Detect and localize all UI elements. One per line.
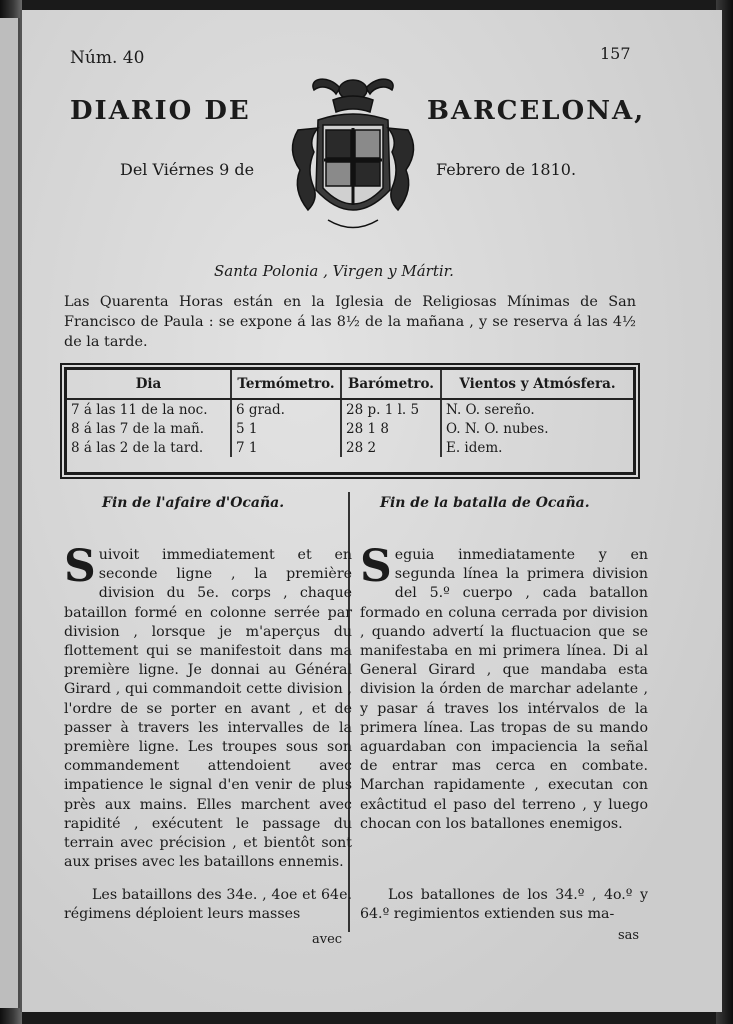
- header-thermometer: Termómetro.: [231, 370, 341, 399]
- saint-of-the-day: Santa Polonia , Virgen y Mártir.: [214, 262, 454, 280]
- weather-header-row: [67, 370, 633, 399]
- cell-winds: O. N. O. nubes.: [446, 420, 549, 437]
- weather-table: [64, 367, 636, 475]
- cell-day: 7 á las 11 de la noc.: [67, 399, 231, 419]
- masthead-title-right: BARCELONA,: [427, 96, 646, 126]
- left-column-subhead: Fin de l'afaire d'Ocaña.: [102, 495, 285, 511]
- right-column-subhead: Fin de la batalla de Ocaña.: [380, 495, 590, 511]
- french-article: [64, 541, 352, 872]
- weather-row: [67, 419, 633, 438]
- newspaper-page: [20, 10, 722, 1012]
- cell-winds: N. O. sereño.: [446, 401, 535, 418]
- french-continuation: Les bataillons des 34e. , 4oe et 64e. régimens déploient leurs masses: [64, 887, 352, 923]
- page-number: 157: [600, 44, 631, 63]
- spanish-continuation: Los batallones de los 34.º , 4o.º y 64.º regimientos extienden sus ma-: [360, 887, 648, 923]
- header-day: Dia: [67, 370, 231, 399]
- header-winds: Vientos y Atmósfera.: [441, 370, 633, 399]
- cell-day: 8 á las 2 de la tard.: [67, 438, 231, 457]
- catchword-right: sas: [618, 928, 640, 943]
- cell-thermometer: 7 1: [231, 438, 341, 457]
- cell-barometer: 28 p. 1 l. 5: [341, 399, 441, 419]
- weather-row: [67, 438, 633, 457]
- spanish-article: [360, 541, 648, 834]
- catchword-left: avec: [312, 932, 343, 947]
- cell-barometer: 28 1 8: [341, 419, 441, 438]
- previous-page-edge: [0, 18, 20, 1008]
- weather-row: [67, 399, 633, 419]
- cell-day: 8 á las 7 de la mañ.: [67, 419, 231, 438]
- cell-winds: E. idem.: [446, 439, 503, 456]
- cell-thermometer: 5 1: [231, 419, 341, 438]
- cell-thermometer: 6 grad.: [231, 399, 341, 419]
- date-right: Febrero de 1810.: [436, 160, 577, 179]
- forty-hours-notice: Las Quarenta Horas están en la Iglesia de Religiosas Mínimas de San Francisco de Paula : se expone á las 8½ de la mañana , y se reserva á las 4½ de la tarde.: [64, 294, 636, 350]
- drop-cap: S: [64, 541, 96, 592]
- drop-cap: S: [360, 541, 392, 592]
- coat-of-arms-icon: [278, 70, 428, 240]
- cell-barometer: 28 2: [341, 438, 441, 457]
- french-article-text: uivoit immediatement et en seconde ligne , la première division du 5e. corps , chaque bataillon formé en colonne serrée par division , lorsque je m'aperçus du flottement qui se manifestoit dans ma première ligne. Je donnai au Général Girard , qui commandoit cette division , l'ordre de se porter en avant , et de passer à travers les intervalles de la première ligne. Les troupes sous son commandement attendoient avec impatience le signal d'en venir de plus près aux mains. Elles marchent avec rapidité , exécutent le passage du terrain avec précision , et bientôt sont aux prises avec les bataillons ennemis.: [64, 547, 352, 871]
- masthead-title-left: DIARIO DE: [70, 96, 251, 126]
- date-left: Del Viérnes 9 de: [120, 160, 255, 179]
- spanish-article-text: eguia inmediatamente y en segunda línea la primera division del 5.º cuerpo , cada batallon formado en coluna cerrada por division , quando advertí la fluctuacion que se manifestaba en mi primera línea. Di al General Girard , que mandaba esta division la órden de marchar adelante , y pasar á traves los intérvalos de la primera línea. Las tropas de su mando aguardaban con impaciencia la señal de entrar mas cerca en combate. Marchan rapidamente , executan con exâctitud el paso del terreno , y luego chocan con los batallones enemigos.: [360, 547, 648, 832]
- header-barometer: Barómetro.: [341, 370, 441, 399]
- issue-number: Núm. 40: [70, 48, 145, 68]
